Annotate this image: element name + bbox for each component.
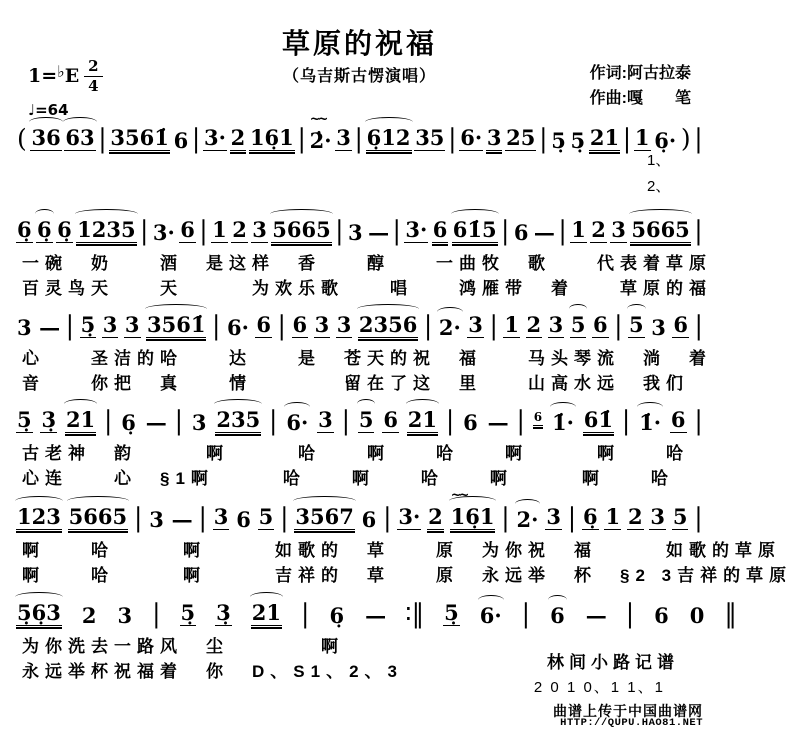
note-token: 21 xyxy=(65,407,96,432)
note-token: 3 xyxy=(548,312,564,337)
lyrics-verse-2: 啊 哈 啊 吉祥的 草 原 永远举 杯 §2 3吉祥的草原 xyxy=(22,566,792,585)
barline: | xyxy=(140,215,149,246)
note-token: 5̣ xyxy=(444,600,459,625)
source-site-watermark: 曲谱上传于中国曲谱网 xyxy=(553,703,703,719)
note-token: 2 xyxy=(627,504,643,529)
lyrics-verse-1: 啊 哈 啊 如歌的 草 原 为你祝 福 如歌的草原 xyxy=(22,541,781,560)
barline: | xyxy=(539,123,548,154)
note-token: — xyxy=(365,603,386,628)
notation-row xyxy=(0,204,719,249)
note-token: 6 xyxy=(592,312,608,337)
note-token: 6̣ xyxy=(583,504,598,529)
notation-row xyxy=(0,299,719,344)
source-url-watermark: HTTP://QUPU.HAO81.NET xyxy=(560,717,703,729)
flat-icon: ♭ xyxy=(57,61,65,81)
note-token: 5 xyxy=(570,312,586,337)
note-token: 3· xyxy=(152,220,175,245)
note-token: 3· xyxy=(405,217,428,242)
lyrics-verse-1: 古老神 韵 啊 哈 啊 哈 啊 啊 哈 xyxy=(22,444,689,463)
lyrics-verse-2: 百灵鸟天 天 为欢乐歌 唱 鸿雁带 着 草原的福 xyxy=(22,279,712,298)
note-token: 3 xyxy=(124,312,140,337)
note-token: 63 xyxy=(65,125,95,150)
note-token: 6· xyxy=(460,125,483,150)
note-token: 2̇· ~~ xyxy=(309,112,332,153)
notation-row xyxy=(0,488,719,536)
notation-row xyxy=(0,394,719,439)
note-token: — xyxy=(487,410,508,435)
note-token: 3561̇ xyxy=(110,125,169,150)
note-token: 3561̇ xyxy=(147,312,206,337)
note-token: 6̣ xyxy=(121,410,136,435)
transcriber-credit: 林间小路记谱 xyxy=(547,653,679,672)
note-token: 3567 xyxy=(295,504,354,529)
barline: | xyxy=(65,310,75,341)
lyrics-verse-1: 一碗 奶 酒 是这样 香 醇 一曲牧 歌 代表着草原 xyxy=(22,254,712,273)
note-token: — xyxy=(145,410,166,435)
music-system-1 xyxy=(0,112,719,157)
note-token: 3· xyxy=(204,125,226,150)
note-token: 3 xyxy=(17,315,32,340)
key-letter: E xyxy=(64,65,80,87)
barline: | xyxy=(335,215,344,246)
note-token: 1 xyxy=(605,504,621,529)
key-prefix: 1= xyxy=(28,65,58,87)
note-token: 3 xyxy=(318,407,333,432)
note-token: 25 xyxy=(506,125,536,150)
note-token: 123 xyxy=(17,504,61,529)
barline: | xyxy=(212,310,221,341)
note-token: — xyxy=(533,220,554,245)
note-token: — xyxy=(368,220,389,245)
barline: | xyxy=(174,405,184,436)
note-token: 6̣ xyxy=(37,217,52,242)
barline: | xyxy=(392,215,401,246)
note-token: 6· xyxy=(286,410,309,435)
music-system-5 xyxy=(0,488,792,585)
barline: | xyxy=(521,598,531,629)
note-token: 36 xyxy=(31,125,61,150)
note-token: 1 xyxy=(504,312,520,337)
note-token: 1 xyxy=(571,217,586,242)
note-token: 6· xyxy=(226,315,249,340)
note-token: 3 xyxy=(252,217,267,242)
notation-row xyxy=(0,587,737,632)
parenthesis-mark: ( xyxy=(17,124,27,153)
note-token: 5665 xyxy=(272,217,331,242)
note-token: 5 xyxy=(629,312,644,337)
note-token: 5̣ xyxy=(180,600,196,625)
mordent-icon: ~~ xyxy=(309,112,326,127)
barline: | xyxy=(98,123,107,154)
credits-block xyxy=(590,62,691,112)
barline: | xyxy=(445,405,455,436)
note-token: 0 xyxy=(689,603,705,628)
note-token: 6 xyxy=(432,217,448,242)
barline: | xyxy=(448,123,457,154)
note-token: 2 xyxy=(230,125,246,150)
barline: | xyxy=(489,310,498,341)
note-token: 16̣1 xyxy=(249,125,294,150)
note-token: 6̣12 xyxy=(366,125,411,150)
notation-row xyxy=(0,112,719,157)
note-token: 2 xyxy=(591,217,606,242)
note-token: 61̇ xyxy=(583,407,613,432)
note-token: 6 xyxy=(670,407,686,432)
note-token: 21 xyxy=(589,125,620,150)
barline: | xyxy=(423,310,433,341)
volta-2: 2、 xyxy=(647,178,671,196)
barline: | xyxy=(383,502,392,533)
barline: | xyxy=(354,123,363,154)
barline: | xyxy=(269,405,278,436)
mordent-icon: ~~ xyxy=(450,488,467,503)
note-token: 6· xyxy=(479,603,502,628)
page-title: 草原的祝福 xyxy=(281,28,437,59)
note-token: 6 xyxy=(550,603,565,628)
transcription-date: 2 0 1 0、1 1、1 xyxy=(533,679,665,696)
note-token: 3 xyxy=(213,504,229,529)
barline: ∶‖ xyxy=(405,598,425,629)
barline: | xyxy=(341,405,351,436)
note-token: 3 xyxy=(486,125,502,150)
barline: | xyxy=(694,123,703,154)
barline: | xyxy=(152,598,161,629)
music-system-4 xyxy=(0,394,719,487)
lyrics-verse-2: 心连 心 §1啊 哈 啊 哈 啊 啊 哈 xyxy=(22,469,674,488)
note-token: 2· xyxy=(438,315,461,340)
note-token: 6 xyxy=(654,603,669,628)
note-token: 6̣ xyxy=(17,217,32,242)
note-token: — xyxy=(585,603,606,628)
barline: | xyxy=(198,502,207,533)
note-token: 5 xyxy=(672,504,688,529)
barline: | xyxy=(191,123,201,154)
note-token: 5665 xyxy=(68,504,128,529)
note-token: 6 xyxy=(513,220,529,245)
note-token: 3 xyxy=(191,410,207,435)
note-token: 2 xyxy=(232,217,247,242)
note-token: 21 xyxy=(251,600,282,625)
note-token: 1̇· xyxy=(551,410,574,435)
note-token: 1235 xyxy=(77,217,136,242)
note-token: 3 xyxy=(546,504,561,529)
barline: | xyxy=(694,405,703,436)
note-token: 6 xyxy=(292,312,308,337)
note-token: 3· xyxy=(398,504,421,529)
note-token: 3 xyxy=(336,125,351,150)
note-token: 5̣ xyxy=(570,128,586,153)
note-token: 3 xyxy=(611,217,626,242)
barline: | xyxy=(104,405,113,436)
barline: | xyxy=(277,310,286,341)
time-signature xyxy=(84,58,102,94)
note-token: 6 xyxy=(180,217,195,242)
note-token: 235 xyxy=(216,407,261,432)
barline: | xyxy=(301,598,310,629)
time-signature-unit: 4 xyxy=(88,76,99,95)
lyrics-verse-2: 音 你把 真 情 留在了这 里 山高水远 我们 xyxy=(22,374,689,393)
note-token: 6 xyxy=(256,312,272,337)
note-token: 2 xyxy=(428,504,443,529)
note-token: 1 xyxy=(634,125,650,150)
note-token: 16̣1 ~~ xyxy=(450,488,495,529)
barline: | xyxy=(694,310,703,341)
note-token: 5 xyxy=(258,504,274,529)
note-token: 3 xyxy=(348,220,363,245)
parenthesis-mark: ) xyxy=(680,124,691,153)
note-token: 6 xyxy=(383,407,398,432)
barline: | xyxy=(501,502,510,533)
note-token: 3 xyxy=(336,312,352,337)
note-token: 2 xyxy=(81,603,97,628)
lyrics-verse-2: 永远举杯祝福着 你 D、S1、2、3 xyxy=(22,662,403,681)
note-token: 3̣ xyxy=(216,600,231,625)
barline: | xyxy=(199,215,208,246)
note-token: 6̣ xyxy=(57,217,72,242)
composer-credit: 作曲:嘎 笔 xyxy=(589,89,691,107)
barline: | xyxy=(621,405,631,436)
volta-1: 1、 xyxy=(647,152,671,169)
note-token: 2 xyxy=(526,312,542,337)
note-token: 5̣ xyxy=(17,407,32,432)
barline: | xyxy=(558,215,567,246)
note-token: 6̣ xyxy=(329,603,345,628)
barline: | xyxy=(280,502,289,533)
note-token: 3̣ xyxy=(41,407,57,432)
note-token: 3 xyxy=(117,603,133,628)
barline: | xyxy=(133,502,143,533)
note-token: 21 xyxy=(407,407,438,432)
key-signature-block xyxy=(28,58,103,119)
note-token: 6 xyxy=(463,410,478,435)
note-token: 61̇5 xyxy=(452,217,497,242)
note-token: 6 xyxy=(236,507,251,532)
note-token: 3 xyxy=(650,504,666,529)
barline: | xyxy=(567,502,577,533)
note-token: 3 xyxy=(651,315,666,340)
note-token: 2· xyxy=(516,507,539,532)
note-token: 3 xyxy=(149,507,164,532)
note-token: 6̣· xyxy=(654,128,677,153)
note-token: 6 xyxy=(173,128,189,153)
time-signature-beats: 2 xyxy=(84,58,102,77)
barline: | xyxy=(516,405,525,436)
barline: | xyxy=(625,598,635,629)
note-token: 5̣ xyxy=(551,128,566,153)
barline: | xyxy=(694,215,703,246)
note-token: 35 xyxy=(415,125,445,150)
key-signature xyxy=(28,58,103,94)
note-token: 6 xyxy=(673,312,688,337)
note-token: 5̣6̣3 xyxy=(17,600,61,625)
lyricist-credit: 作词:阿古拉泰 xyxy=(589,65,691,82)
note-token: 3 xyxy=(102,312,118,337)
music-system-3 xyxy=(0,299,719,392)
barline: | xyxy=(694,502,703,533)
barline: | xyxy=(501,215,510,246)
note-token: — xyxy=(39,315,60,340)
barline: | xyxy=(614,310,623,341)
lyrics-verse-1: 为你洗去一路风 尘 啊 xyxy=(22,637,344,656)
note-token: 5 xyxy=(358,407,374,432)
note-token: — xyxy=(171,507,192,532)
barline: ‖ xyxy=(724,598,737,629)
performer-subtitle: （乌吉斯古愣演唱） xyxy=(282,68,436,85)
note-token: 3 xyxy=(314,312,330,337)
barline: | xyxy=(622,123,632,154)
barline: | xyxy=(297,123,306,154)
note-token: 5665 xyxy=(631,217,690,242)
note-token: 3 xyxy=(468,312,483,337)
note-token: 1 xyxy=(212,217,227,242)
note-token: 6 xyxy=(361,507,377,532)
note-token: 1̇· xyxy=(639,410,662,435)
note-token: 2356 xyxy=(358,312,418,337)
music-system-2 xyxy=(0,204,719,297)
note-token: 5̣ xyxy=(80,312,96,337)
note-token: 6 xyxy=(533,410,543,424)
lyrics-verse-1: 心 圣洁的哈 达 是 苍天的祝 福 马头琴流 淌 着 xyxy=(22,349,712,368)
tempo-marking: ♩=64 xyxy=(28,101,69,119)
